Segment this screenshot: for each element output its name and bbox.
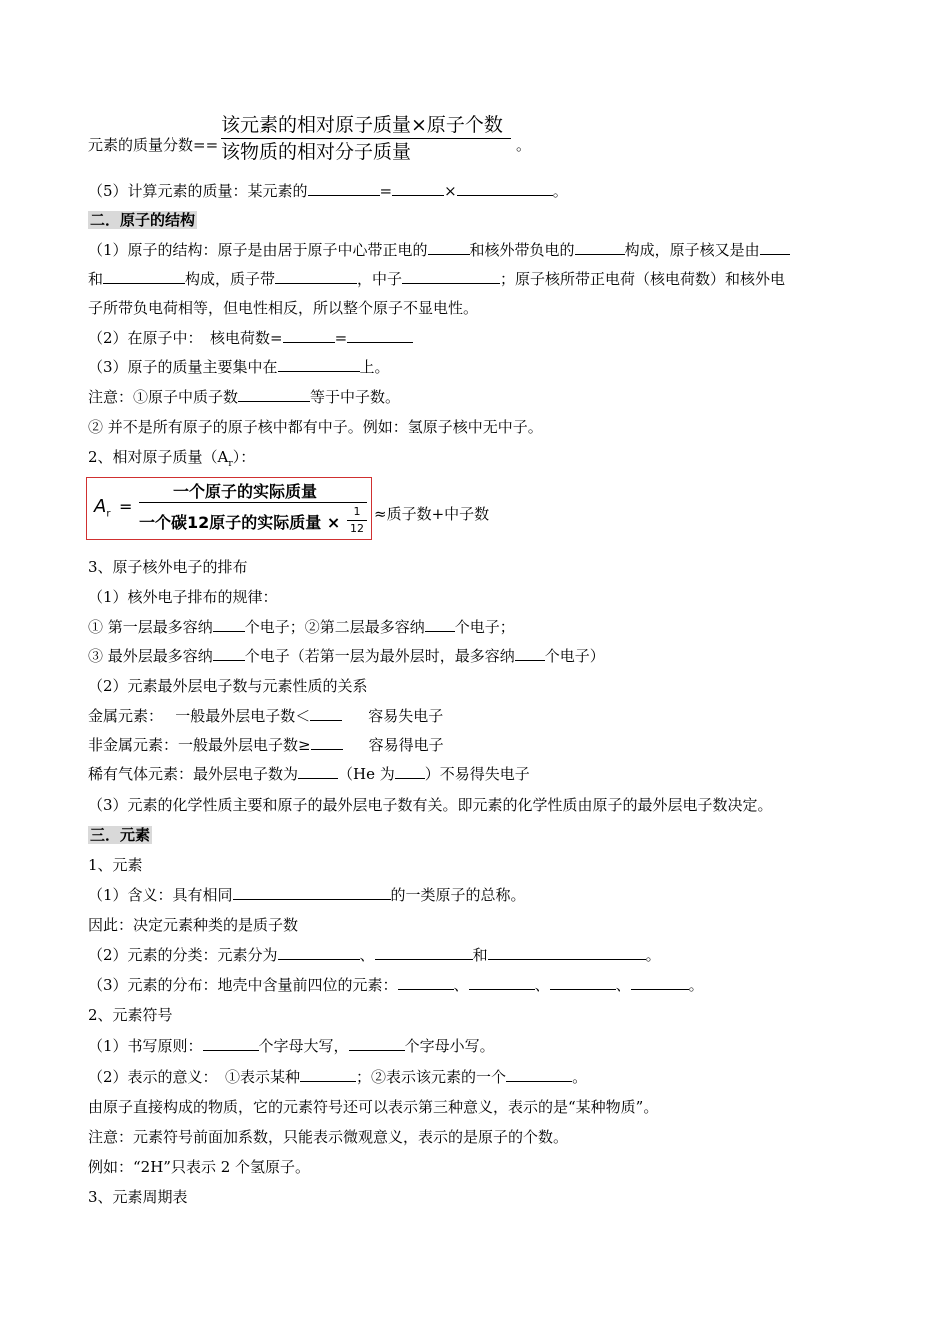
text: 和核外带负电的 xyxy=(469,241,575,259)
text: 容易失电子 xyxy=(368,707,444,725)
blank xyxy=(278,945,360,960)
atom-structure-line-3: 子所带负电荷相等，但电性相反，所以整个原子不显电性。 xyxy=(88,299,479,317)
text: 个电子；②第二层最多容纳 xyxy=(244,618,425,636)
symbol-writing-rule-line xyxy=(88,1036,495,1056)
text: 容易得电子 xyxy=(368,736,444,754)
symbol-letter: A xyxy=(94,496,107,517)
text: 、 xyxy=(359,946,375,964)
blank xyxy=(506,1067,572,1082)
relative-atomic-mass-title xyxy=(88,447,255,474)
ar-symbol xyxy=(94,496,110,520)
separator: 、 xyxy=(534,976,550,994)
blank xyxy=(425,617,455,632)
text: 的一类原子的总称。 xyxy=(390,886,526,904)
formula-label: 元素的质量分数== xyxy=(88,136,219,154)
blank xyxy=(310,706,342,721)
small-denominator: 12 xyxy=(347,520,367,537)
calc-element-mass-line xyxy=(88,181,568,201)
text: 2、相对原子质量（A xyxy=(88,448,229,466)
blank xyxy=(308,181,380,196)
formula-end: 。 xyxy=(516,136,532,154)
third-meaning-line: 由原子直接构成的物质，它的元素符号还可以表示第三种意义，表示的是“某种物质”。 xyxy=(88,1098,659,1116)
text: （2）表示的意义： ①表示某种 xyxy=(88,1068,301,1086)
text: （3）元素的分布：地壳中含量前四位的元素： xyxy=(88,976,398,994)
blank xyxy=(457,181,553,196)
blank xyxy=(298,764,338,779)
formula-fraction xyxy=(221,112,511,165)
formula-denominator: 该物质的相对分子质量 xyxy=(221,141,412,163)
blank xyxy=(103,269,185,284)
text: 。 xyxy=(552,182,568,200)
text: 和 xyxy=(88,270,104,288)
text: ）： xyxy=(232,448,256,466)
text: 金属元素： 一般最外层电子数＜ xyxy=(88,707,311,725)
blank xyxy=(488,945,646,960)
text: 。 xyxy=(645,946,661,964)
text: （5）计算元素的质量：某元素的 xyxy=(88,182,308,200)
text: × xyxy=(444,182,457,200)
ar-approximation: ≈质子数+中子数 xyxy=(374,505,490,523)
nuclear-charge-line xyxy=(88,328,413,348)
outer-electron-relation-title: （2）元素最外层电子数与元素性质的关系 xyxy=(88,677,368,695)
blank xyxy=(349,1036,405,1051)
element-classification-line xyxy=(88,945,661,965)
example-line: 例如：“2H”只表示 2 个氢原子。 xyxy=(88,1158,311,1176)
blank xyxy=(311,735,343,750)
blank xyxy=(275,269,357,284)
small-numerator: 1 xyxy=(353,505,361,518)
atom-structure-line-1 xyxy=(88,240,790,260)
blank xyxy=(213,646,245,661)
blank xyxy=(347,328,413,343)
equals-sign: = xyxy=(119,497,133,516)
relative-atomic-mass-formula-box xyxy=(86,477,372,540)
blank xyxy=(233,885,391,900)
blank xyxy=(300,1067,356,1082)
one-twelfth-fraction xyxy=(347,504,367,537)
electron-rule-2 xyxy=(88,646,605,666)
text: 个字母大写， xyxy=(258,1037,349,1055)
blank xyxy=(402,269,500,284)
blank xyxy=(515,646,545,661)
metal-element-line xyxy=(88,706,443,726)
text: （3）原子的质量主要集中在 xyxy=(88,358,278,376)
text: （1）原子的结构：原子是由居于原子中心带正电的 xyxy=(88,241,428,259)
text: 构成，原子核又是由 xyxy=(624,241,760,259)
text: 个字母小写。 xyxy=(404,1037,495,1055)
text: = xyxy=(334,329,348,347)
blank xyxy=(550,975,616,990)
text: = xyxy=(379,182,393,200)
heading-text: 二．原子的结构 xyxy=(90,211,196,229)
text: （2）在原子中： 核电荷数= xyxy=(88,329,283,347)
text: 个电子） xyxy=(544,647,605,665)
noble-gas-line xyxy=(88,764,530,784)
atom-mass-line xyxy=(88,357,390,377)
blank xyxy=(760,240,790,255)
text: 上。 xyxy=(359,358,390,376)
blank xyxy=(395,764,425,779)
element-type-determiner: 因此：决定元素种类的是质子数 xyxy=(88,916,299,934)
separator: 、 xyxy=(453,976,469,994)
blank xyxy=(375,945,473,960)
text: 非金属元素：一般最外层电子数≥ xyxy=(88,736,311,754)
symbol-meaning-line xyxy=(88,1067,587,1087)
text: （1）含义：具有相同 xyxy=(88,886,233,904)
text: ，中子 xyxy=(357,270,403,288)
text: ③ 最外层最多容纳 xyxy=(88,647,213,665)
blank xyxy=(278,357,360,372)
text: （1）书写原则： xyxy=(88,1037,203,1055)
electron-arrangement-title: 3、原子核外电子的排布 xyxy=(88,558,248,576)
text: ；原子核所带正电荷（核电荷数）和核外电 xyxy=(500,270,786,288)
section-3-heading xyxy=(88,825,152,845)
section-2-heading xyxy=(88,210,197,230)
text: （He 为 xyxy=(338,765,395,783)
chemical-property-line: （3）元素的化学性质主要和原子的最外层电子数有关。即元素的化学性质由原子的最外层电子数决定。 xyxy=(88,796,773,814)
blank xyxy=(469,975,535,990)
text: 等于中子数。 xyxy=(310,388,401,406)
blank xyxy=(283,328,335,343)
element-distribution-line xyxy=(88,975,704,995)
fraction-bar xyxy=(139,502,367,503)
text: ；②表示该元素的一个 xyxy=(356,1068,507,1086)
blank xyxy=(238,387,310,402)
element-title: 1、元素 xyxy=(88,856,143,874)
element-symbol-title: 2、元素符号 xyxy=(88,1006,173,1024)
coefficient-note-line: 注意：元素符号前面加系数，只能表示微观意义，表示的是原子的个数。 xyxy=(88,1128,569,1146)
text: 和 xyxy=(472,946,488,964)
blank xyxy=(631,975,689,990)
blank xyxy=(575,240,625,255)
ar-numerator: 一个原子的实际质量 xyxy=(173,482,318,501)
text: ① 第一层最多容纳 xyxy=(88,618,213,636)
periodic-table-title: 3、元素周期表 xyxy=(88,1188,188,1206)
blank xyxy=(203,1036,259,1051)
blank xyxy=(213,617,245,632)
text: 。 xyxy=(688,976,704,994)
symbol-subscript: r xyxy=(106,508,111,520)
ar-denominator: 一个碳12原子的实际质量 × xyxy=(139,513,341,532)
electron-rules-title: （1）核外电子排布的规律： xyxy=(88,588,278,606)
blank xyxy=(398,975,454,990)
text: （2）元素的分类：元素分为 xyxy=(88,946,278,964)
atom-structure-line-2 xyxy=(88,269,785,289)
text: 构成，质子带 xyxy=(185,270,276,288)
element-definition-line xyxy=(88,885,526,905)
separator: 、 xyxy=(615,976,631,994)
electron-rule-1 xyxy=(88,617,515,637)
text: 稀有气体元素：最外层电子数为 xyxy=(88,765,299,783)
text: 注意：①原子中质子数 xyxy=(88,388,239,406)
heading-text: 三．元素 xyxy=(90,826,151,844)
text: 个电子（若第一层为最外层时，最多容纳 xyxy=(244,647,515,665)
blank xyxy=(428,240,470,255)
text: 。 xyxy=(572,1068,588,1086)
text: ）不易得失电子 xyxy=(424,765,530,783)
blank xyxy=(392,181,444,196)
text: 个电子； xyxy=(454,618,515,636)
formula-numerator: 该元素的相对原子质量×原子个数 xyxy=(221,114,503,136)
note-line-2: ② 并不是所有原子的原子核中都有中子。例如：氢原子核中无中子。 xyxy=(88,418,543,436)
subscript: r xyxy=(228,459,233,469)
nonmetal-element-line xyxy=(88,735,444,755)
note-line-1 xyxy=(88,387,400,407)
